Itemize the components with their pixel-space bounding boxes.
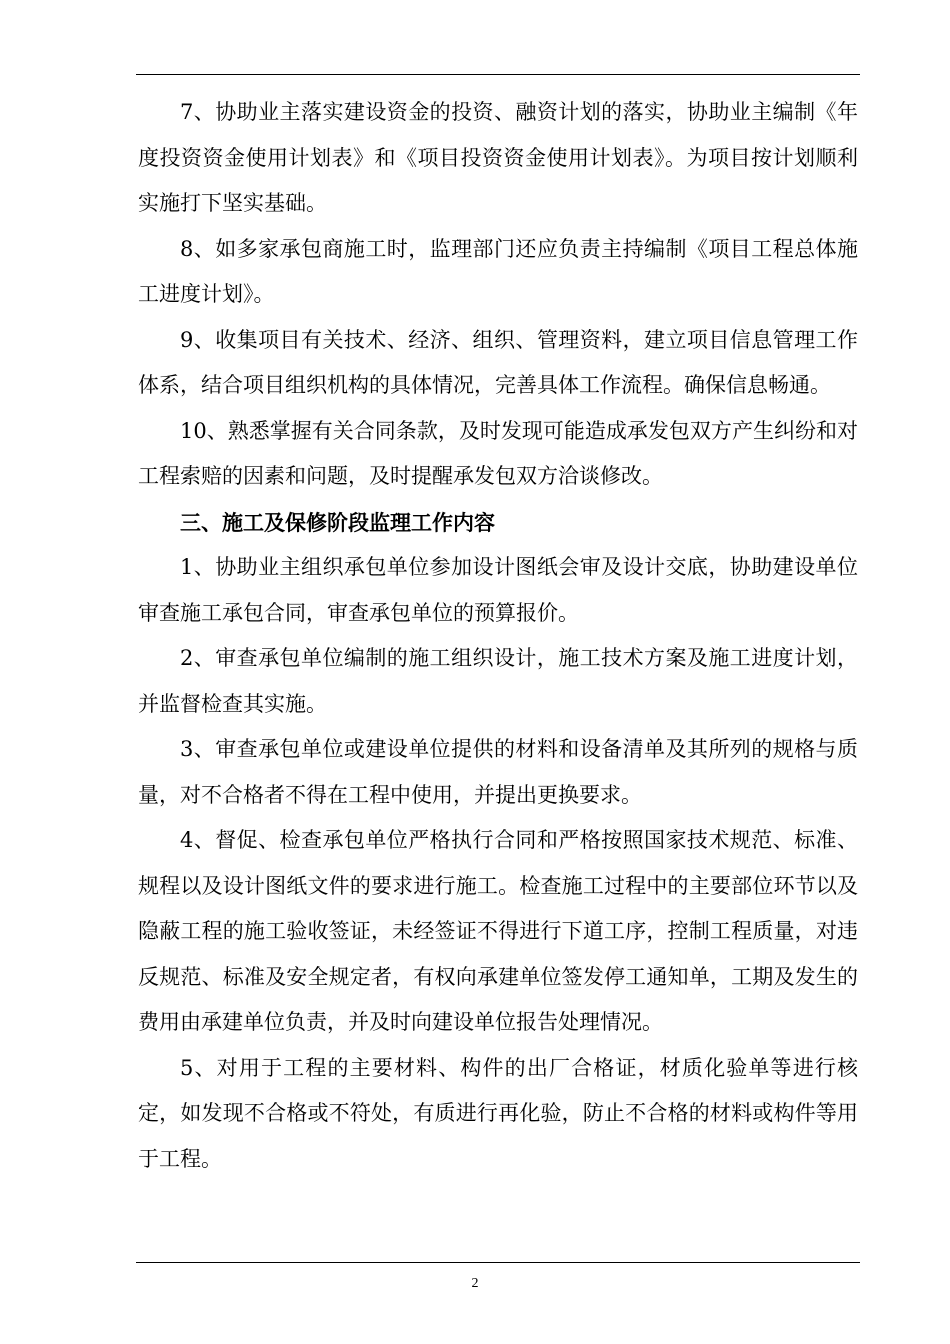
paragraph-item-8: 8、如多家承包商施工时，监理部门还应负责主持编制《项目工程总体施工进度计划》。 — [138, 236, 858, 306]
document-body — [138, 90, 858, 1182]
header-rule — [136, 74, 860, 75]
section-paragraph-1: 1、协助业主组织承包单位参加设计图纸会审及设计交底，协助建设单位审查施工承包合同，审查承包单位的预算报价。 — [138, 555, 858, 625]
paragraph-item-9: 9、收集项目有关技术、经济、组织、管理资料，建立项目信息管理工作体系，结合项目组织机构的具体情况，完善具体工作流程。确保信息畅通。 — [138, 327, 858, 397]
section-paragraph-3: 3、审查承包单位或建设单位提供的材料和设备清单及其所列的规格与质量，对不合格者不得在工程中使用，并提出更换要求。 — [138, 737, 858, 807]
paragraph-item-10: 10、熟悉掌握有关合同条款，及时发现可能造成承发包双方产生纠纷和对工程索赔的因素和问题，及时提醒承发包双方洽谈修改。 — [138, 418, 858, 488]
paragraph-item-7: 7、协助业主落实建设资金的投资、融资计划的落实，协助业主编制《年度投资资金使用计划表》和《项目投资资金使用计划表》。为项目按计划顺利实施打下坚实基础。 — [138, 100, 858, 215]
footer-rule — [136, 1262, 860, 1263]
section-paragraph-4: 4、督促、检查承包单位严格执行合同和严格按照国家技术规范、标准、规程以及设计图纸文件的要求进行施工。检查施工过程中的主要部位环节以及隐蔽工程的施工验收签证，未经签证不得进行下道工序，控制工程质量，对违反规范、标准及安全规定者，有权向承建单位签发停工通知单，工期及发生的费用由承建单位负责，并及时向建设单位报告处理情况。 — [138, 828, 858, 1034]
section-paragraph-5: 5、对用于工程的主要材料、构件的出厂合格证，材质化验单等进行核定，如发现不合格或不符处，有质进行再化验，防止不合格的材料或构件等用于工程。 — [138, 1055, 858, 1171]
section-heading: 三、施工及保修阶段监理工作内容 — [180, 509, 495, 535]
page-number: 2 — [471, 1276, 479, 1291]
section-paragraph-2: 2、审查承包单位编制的施工组织设计，施工技术方案及施工进度计划，并监督检查其实施。 — [138, 646, 858, 716]
